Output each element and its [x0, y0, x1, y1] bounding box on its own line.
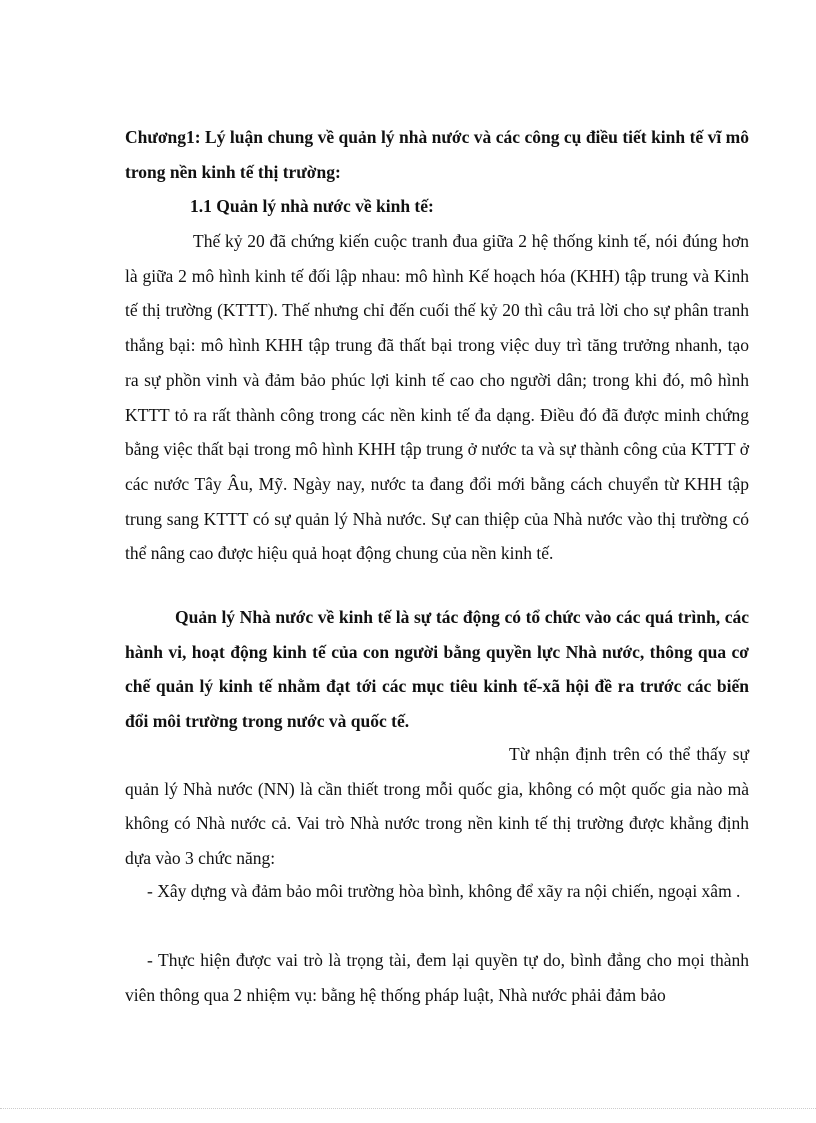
chapter-heading: Chương1: Lý luận chung về quản lý nhà nước và các công cụ điều tiết kinh tế vĩ mô trong nền kinh tế thị trường:	[125, 127, 749, 182]
bullet-item-1: - Xây dựng và đảm bảo môi trường hòa bình, không để xãy ra nội chiến, ngoại xâm .	[147, 881, 741, 901]
body-paragraph-3: Từ nhận định trên có thể thấy sự quản lý Nhà nước (NN) là cần thiết trong mỗi quốc gia, không có một quốc gia nào mà không có Nhà nước cả. Vai trò Nhà nước trong nền kinh tế thị trường được khẳng định dựa vào 3 chức năng:	[125, 744, 749, 869]
page-bottom-divider	[0, 1108, 816, 1109]
definition-paragraph: Quản lý Nhà nước về kinh tế là sự tác động có tổ chức vào các quá trình, các hành vi, hoạt động kinh tế của con người bằng quyền lực Nhà nước, thông qua cơ chế quản lý kinh tế nhằm đạt tới các mục tiêu kinh tế-xã hội đề ra trước các biến đổi môi trường trong nước và quốc tế.	[125, 607, 749, 732]
bullet-item-2: - Thực hiện được vai trò là trọng tài, đem lại quyền tự do, bình đẳng cho mọi thành viên thông qua 2 nhiệm vụ: bằng hệ thống pháp luật, Nhà nước phải đảm bảo	[125, 950, 749, 1005]
section-heading: 1.1 Quản lý nhà nước về kinh tế:	[190, 196, 434, 216]
body-paragraph-1: Thế kỷ 20 đã chứng kiến cuộc tranh đua giữa 2 hệ thống kinh tế, nói đúng hơn là giữa 2 mô hình kinh tế đối lập nhau: mô hình Kế hoạch hóa (KHH) tập trung và Kinh tế thị trường (KTTT). Thế nhưng chỉ đến cuối thế kỷ 20 thì câu trả lời cho sự phân tranh thắng bại: mô hình KHH tập trung đã thất bại trong việc duy trì tăng trưởng nhanh, tạo ra sự phồn vinh và đảm bảo phúc lợi kinh tế cao cho người dân; trong khi đó, mô hình KTTT tỏ ra rất thành công trong các nền kinh tế đa dạng. Điều đó đã được minh chứng bằng việc thất bại trong mô hình KHH tập trung ở nước ta và sự thành công của KTTT ở các nước Tây Âu, Mỹ. Ngày nay, nước ta đang đổi mới bằng cách chuyển từ KHH tập trung sang KTTT có sự quản lý Nhà nước. Sự can thiệp của Nhà nước vào thị trường có thể nâng cao được hiệu quả hoạt động chung của nền kinh tế.	[125, 231, 749, 564]
